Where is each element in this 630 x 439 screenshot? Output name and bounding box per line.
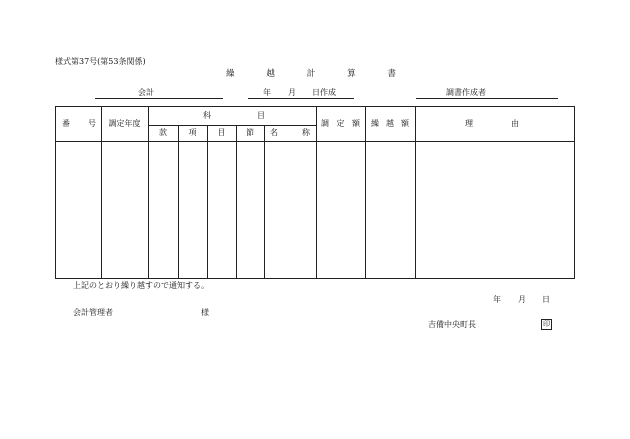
carryover-table [55, 106, 575, 279]
col-divider [316, 107, 317, 278]
col-divider [236, 125, 237, 278]
accounting-label: 会計 [138, 88, 154, 97]
header-kan: 款 [159, 128, 167, 137]
accounting-underline [95, 98, 223, 99]
header-category-group: 科 目 [203, 111, 265, 120]
preparer-underline [416, 98, 558, 99]
date-created-month: 月 [288, 88, 296, 97]
header-adjustment-year: 調定年度 [108, 119, 141, 128]
notice-date-year: 年 [493, 295, 501, 304]
form-number: 様式第37号(第53条関係) [55, 57, 146, 66]
header-moku: 目 [217, 128, 226, 137]
col-divider [365, 107, 366, 278]
col-divider [264, 125, 265, 278]
col-divider [101, 107, 102, 278]
mayor-label: 吉備中央町長 [428, 320, 476, 329]
header-number: 番 号 [62, 119, 96, 128]
header-kou: 項 [188, 128, 197, 137]
document-title [226, 69, 396, 79]
manager-label: 会計管理者 [73, 308, 113, 317]
date-created-year: 年 [263, 88, 271, 97]
header-reason: 理 由 [465, 119, 519, 128]
preparer-label: 調書作成者 [446, 88, 486, 97]
col-divider [415, 107, 416, 278]
title-char: 繰 [226, 69, 235, 79]
date-created-day: 日作成 [312, 88, 336, 97]
header-setsu: 節 [246, 128, 254, 137]
subheader-divider [148, 125, 316, 126]
manager-honorific: 様 [201, 308, 209, 317]
title-char: 計 [306, 69, 316, 79]
notice-text: 上記のとおり繰り越すので通知する。 [73, 281, 209, 290]
seal-icon: 印 [543, 320, 550, 328]
notice-date-day: 日 [542, 295, 550, 304]
notice-date-month: 月 [518, 295, 526, 304]
header-name: 名 称 [270, 128, 310, 137]
col-divider [178, 125, 179, 278]
title-char: 書 [387, 69, 396, 79]
col-divider [207, 125, 208, 278]
title-char: 越 [266, 69, 275, 79]
title-char: 算 [347, 69, 356, 79]
header-carryover-amount: 繰 越 額 [371, 119, 409, 128]
header-adjusted-amount: 調 定 額 [321, 119, 360, 128]
date-underline [248, 98, 354, 99]
header-divider [56, 141, 574, 142]
